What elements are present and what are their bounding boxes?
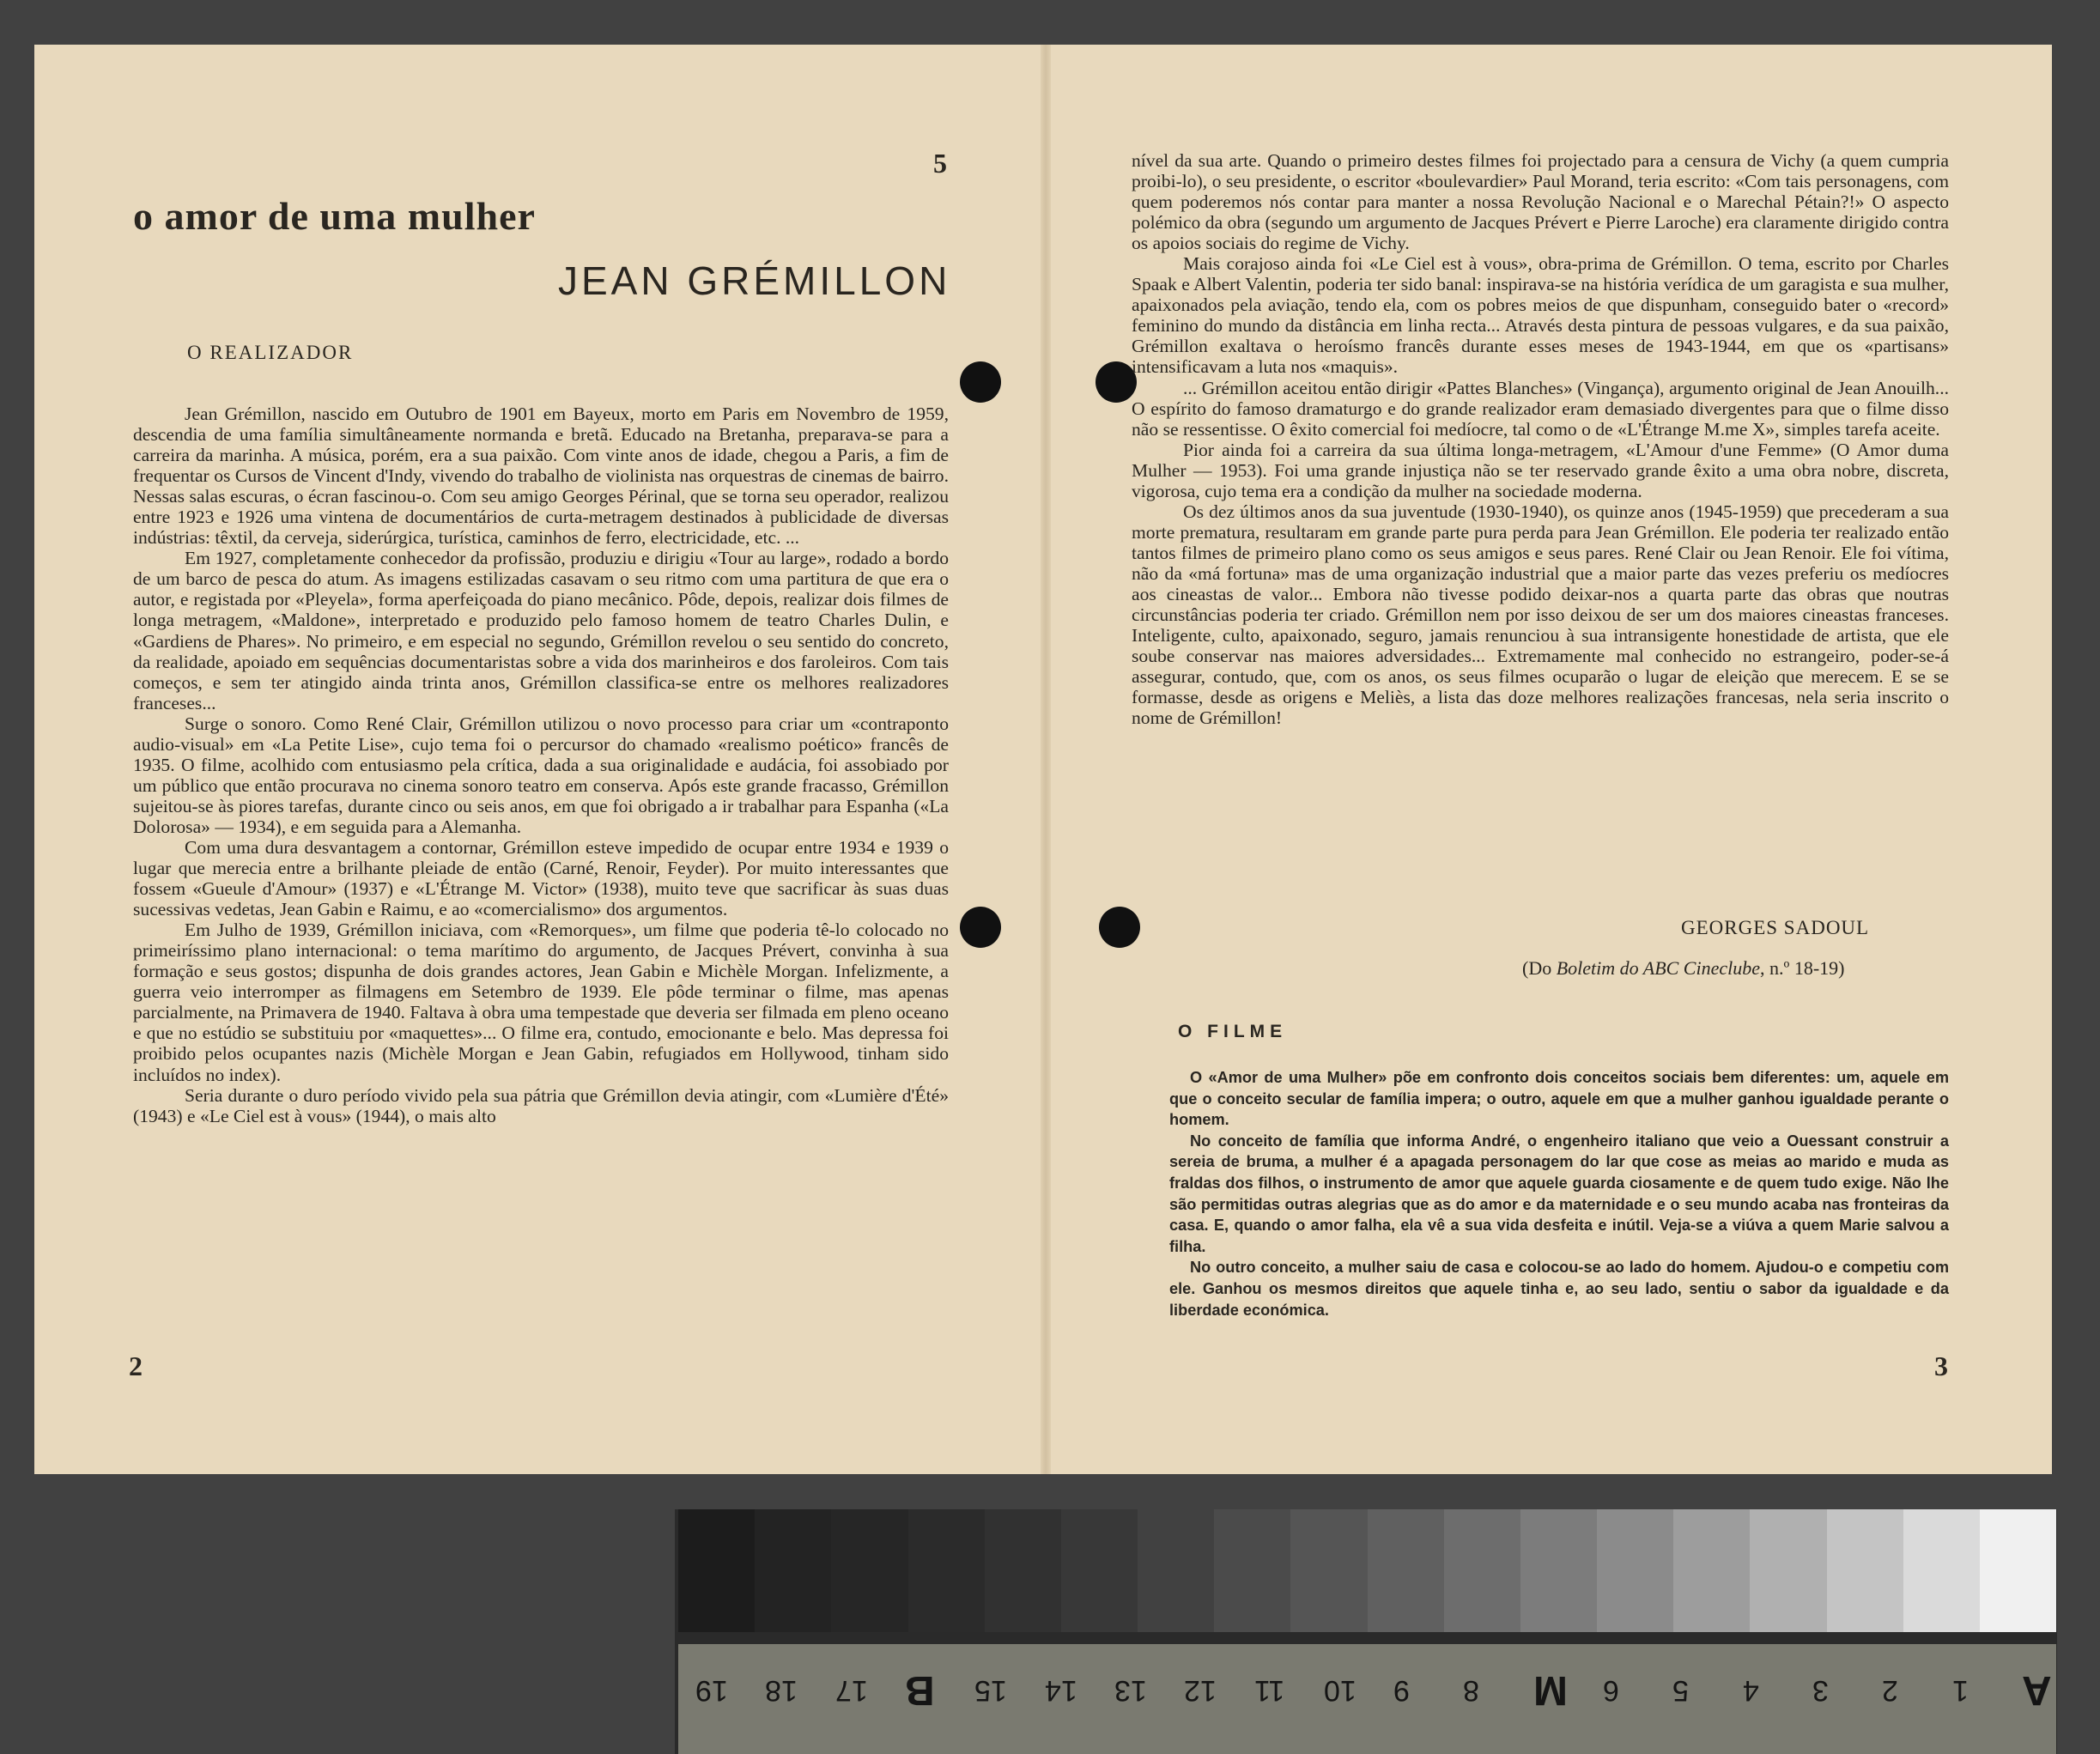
paragraph: Em Julho de 1939, Grémillon iniciava, com «Remorques», um filme que poderia tê-lo colocado no primeiríssimo plano internacional: o tema marítimo do argumento, de Jacques Prévert, convinha à sua formação e seus gostos; dispunha de dois grandes actores, Jean Gabin e Michèle Morgan. Infelizmente, a guerra veio interromper as filmagens em Setembro de 1939. Ele pôde terminar o filme, mas apenas parcialmente, na Primavera de 1940. Faltava à obra uma tempestade que deveria ser filmada em pleno oceano e que no estúdio se substituiu por «maquettes»... O filme era, contudo, emocionante e belo. Mas depressa foi proibido pelos ocupantes nazis (Michèle Morgan e Jean Gabin, refugiados em Hollywood, tinham sido incluídos no index). [133,919,949,1085]
gray-patch [1980,1509,2056,1632]
source-title: Boletim do ABC Cineclube [1556,957,1760,979]
paragraph: Com uma dura desvantagem a contornar, Grémillon esteve impedido de ocupar entre 1934 e 1939 o lugar que merecia entre a brilhante pleiade de então (Carné, Renoir, Feyder). Por muito interessantes que fossem «Gueule d'Amour» (1937) e «L'Étrange M. Victor» (1938), muito teve que sacrificar às suas duas sucessivas vedetas, Jean Gabin e Raimu, e ao «comercialismo» dos argumentos. [133,836,949,920]
gray-patch [985,1509,1061,1632]
gray-patch [1061,1509,1138,1632]
grayscale-patches [678,1509,2056,1632]
gray-patch [755,1509,831,1632]
punch-hole [960,907,1001,948]
paragraph: No outro conceito, a mulher saiu de casa e colocou-se ao lado do homem. Ajudou-o e competiu com ele. Ganhou os mesmos direitos que aquele tinha e, ao seu lado, sentiu o sabor da igualdade e da liberdade económica. [1169,1259,1949,1319]
ruler-label: 15 [974,1674,1008,1707]
gray-patch [678,1509,755,1632]
paragraph: Pior ainda foi a carreira da sua última longa-metragem, «L'Amour d'une Femme» (O Amor duma Mulher — 1953). Foi uma grande injustiça não se ter reservado grande êxito a uma obra nobre, discreta, vigorosa, cujo tema era a condição da mulher na sociedade moderna. [1132,439,1949,501]
ruler-label: 14 [1044,1674,1077,1707]
ruler-label: A [2022,1667,2052,1713]
gray-patch [908,1509,985,1632]
gray-patch [1138,1509,1214,1632]
signature: GEORGES SADOUL [1681,917,1870,938]
article-title: o amor de uma mulher [133,194,536,238]
paragraph: Os dez últimos anos da sua juventude (1930-1940), os quinze anos (1945-1959) que precederam a sua morte prematura, resultaram em grande parte pura perda para Jean Grémillon. Ele poderia ter realizado então tantos filmes de primeiro plano como os seus amigos e seus pares. René Clair ou Jean Renoir. Ele foi vítima, não da «má fortuna» mas de uma organização industrial que a maior parte das vezes preferiu os medíocres aos cineastas de valor... Embora não tivesse podido deixar-nos a quarta parte das obras que noutras circunstâncias poderia ter criado. Grémillon nem por isso deixou de ser um dos maiores cineastas franceses. Inteligente, culto, apaixonado, seguro, jamais renunciou à sua intransigente honestidade de artista, que ele soube conservar nas maiores adversidades... Extremamente mal conhecido no estrangeiro, poder-se-á assegurar, contudo, que, com os anos, os seus filmes ocuparão o lugar de eleição que merecem. E se se formasse, desde as origens e Meliès, a lista das doze melhores realizações francesas, nela seria inscrito o nome de Grémillon! [1132,501,1949,729]
paragraph: nível da sua arte. Quando o primeiro destes filmes foi projectado para a censura de Vichy (a quem cumpria proibi-lo), o seu presidente, o escritor «boulevardier» Paul Morand, teria escrito: «Com tais personagens, com quem poderemos nós contar para manter a nossa Revolução Nacional e o Marechal Pétain?!» O aspecto polémico da obra (segundo um argumento de Jacques Prévert e Pierre Laroche) era claramente dirigido contra os apoios sociais do regime de Vichy. [1132,150,1949,254]
punch-hole [960,361,1001,403]
right-page-body [1132,150,1949,728]
ruler-label: 13 [1114,1674,1147,1707]
punch-hole [1096,361,1137,403]
ruler-label: 6 [1603,1674,1620,1707]
source-prefix: (Do [1522,957,1557,979]
gray-patch [1290,1509,1367,1632]
paragraph: Mais corajoso ainda foi «Le Ciel est à vous», obra-prima de Grémillon. O tema, escrito por Charles Spaak e Albert Valentin, poderia ter sido banal: inspirava-se na história verídica de um garagista e sua mulher, apaixonados pela aviação, tendo ela, com os pobres meios de que dispunham, conseguido bater o «record» feminino do mundo da distância em linha recta... Através desta pintura de pessoas vulgares, e da sua paixão, Grémillon exaltava o heroísmo francês durante esses meses de 1943-1944, em que os «partisans» intensificavam a luta nos «maquis». [1132,253,1949,378]
gray-patch [1673,1509,1750,1632]
gray-patch [1520,1509,1597,1632]
left-page-body [133,404,949,1126]
gray-patch [1903,1509,1980,1632]
section-heading-filme: O FILME [1178,1022,1288,1041]
page-number-top: 5 [933,148,947,179]
article-author: JEAN GRÉMILLON [558,258,951,303]
ruler-label: 8 [1463,1674,1480,1707]
ruler-label: 4 [1742,1674,1759,1707]
source-suffix: , n.º 18-19) [1760,957,1845,979]
ruler-label: 19 [695,1674,728,1707]
ruler-label: 2 [1882,1674,1899,1707]
ruler-label: 5 [1672,1674,1690,1707]
film-section-body [1169,1067,1949,1320]
paragraph: Em 1927, completamente conhecedor da profissão, produziu e dirigiu «Tour au large», rodado a bordo de um barco de pesca do atum. As imagens estilizadas casavam o seu ritmo com uma partitura de que era o autor, e registada por «Pleyela», forma aperfeiçoada do piano mecânico. Pôde, depois, realizar dois filmes de longa metragem, «Maldone», interpretado e produzido pelo famoso homem de teatro Charles Dulin, e «Gardiens de Phares». No primeiro, e em especial no segundo, Grémillon revelou o seu sentido do concreto, da realidade, apoiado em sequências documentaristas sobre a vida dos marinheiros e dos faroleiros. Com tais começos, e sem ter atingido ainda trinta anos, Grémillon classifica-se entre os melhores realizadores franceses... [133,548,949,713]
paragraph: Seria durante o duro período vivido pela sua pátria que Grémillon devia atingir, com «Lumière d'Été» (1943) e «Le Ciel est à vous» (1944), o mais alto [133,1084,949,1126]
page-number-bottom-right: 3 [1934,1350,1948,1381]
ruler-label: B [904,1667,935,1713]
ruler-label: 10 [1323,1674,1357,1707]
ruler-label: 11 [1253,1674,1284,1707]
ruler-label: 9 [1393,1674,1411,1707]
ruler-label: 12 [1184,1674,1217,1707]
gray-patch [1750,1509,1826,1632]
section-heading-realizador: O REALIZADOR [187,342,354,363]
gray-patch [1444,1509,1520,1632]
ruler-label: 17 [835,1674,868,1707]
ruler-label: M [1533,1667,1568,1713]
ruler-label: 3 [1812,1674,1829,1707]
paragraph: No conceito de família que informa André, o engenheiro italiano que veio a Ouessant construir a sereia de bruma, a mulher é a apagada personagem do lar que cose as meias ao marido e muda as fraldas dos filhos, o instrumento de amor que aquele guarda ciosamente e de quem tudo exige. Não lhe são permitidas outras alegrias que as do amor e da maternidade e o seu mundo acaba nas fronteiras da casa. E, quando o amor falha, ela vê a sua vida desfeita e inútil. Veja-se a viúva a quem Marie salvou a filha. [1169,1132,1949,1255]
paragraph: O «Amor de uma Mulher» põe em confronto dois conceitos sociais bem diferentes: um, aquele em que o conceito secular de família impera; o outro, aquele em que a mulher ganhou igualdade perante o homem. [1169,1069,1949,1129]
center-fold [1041,45,1051,1474]
page-number-bottom-left: 2 [129,1350,143,1381]
gray-patch [1597,1509,1673,1632]
ruler-label: 18 [765,1674,798,1707]
ruler-label: 1 [1951,1674,1969,1707]
punch-hole [1099,907,1140,948]
paragraph: Surge o sonoro. Como René Clair, Grémillon utilizou o novo processo para criar um «contraponto audio-visual» em «La Petite Lise», cujo tema foi o percursor do chamado «realismo poético» francês de 1935. O filme, acolhido com entusiasmo pela crítica, dada a sua originalidade e audácia, foi assobiado por um público que então procurava no cinema sonoro teatro em conserva. Após este grande fracasso, Grémillon sujeitou-se às piores tarefas, durante cinco ou seis anos, em que foi obrigado a ir trabalhar para Espanha («La Dolorosa» — 1934), e em seguida para a Alemanha. [133,713,949,837]
gray-patch [831,1509,907,1632]
gray-patch [1368,1509,1444,1632]
source-citation [1522,957,1844,980]
gray-patch [1827,1509,1903,1632]
paragraph: ... Grémillon aceitou então dirigir «Pattes Blanches» (Vingança), argumento original de Jean Anouilh... O espírito do famoso dramaturgo e do grande realizador eram demasiado divergentes para que o filme disso não se ressentisse. O êxito comercial foi medíocre, tal como o de «L'Étrange M.me X», simples tarefa aceite. [1132,377,1949,440]
paragraph: Jean Grémillon, nascido em Outubro de 1901 em Bayeux, morto em Paris em Novembro de 1959, descendia de uma família simultâneamente normanda e bretã. Educado na Bretanha, preparava-se para a carreira da marinha. A música, porém, era a sua paixão. Com vinte anos de idade, chegou a Paris, a fim de frequentar os Cursos de Vincent d'Indy, vivendo do trabalho de violinista nas orquestras de cinemas de bairro. Nessas salas escuras, o écran fascinou-o. Com seu amigo Georges Périnal, que se torna seu operador, realizou entre 1923 e 1926 uma vintena de documentários de curta-metragem destinados à publicidade de diversas indústrias: têxtil, da cerveja, siderúrgica, turística, caminhos de ferro, electricidade, etc. ... [133,404,949,549]
gray-patch [1214,1509,1290,1632]
scale-ruler [678,1644,2056,1754]
